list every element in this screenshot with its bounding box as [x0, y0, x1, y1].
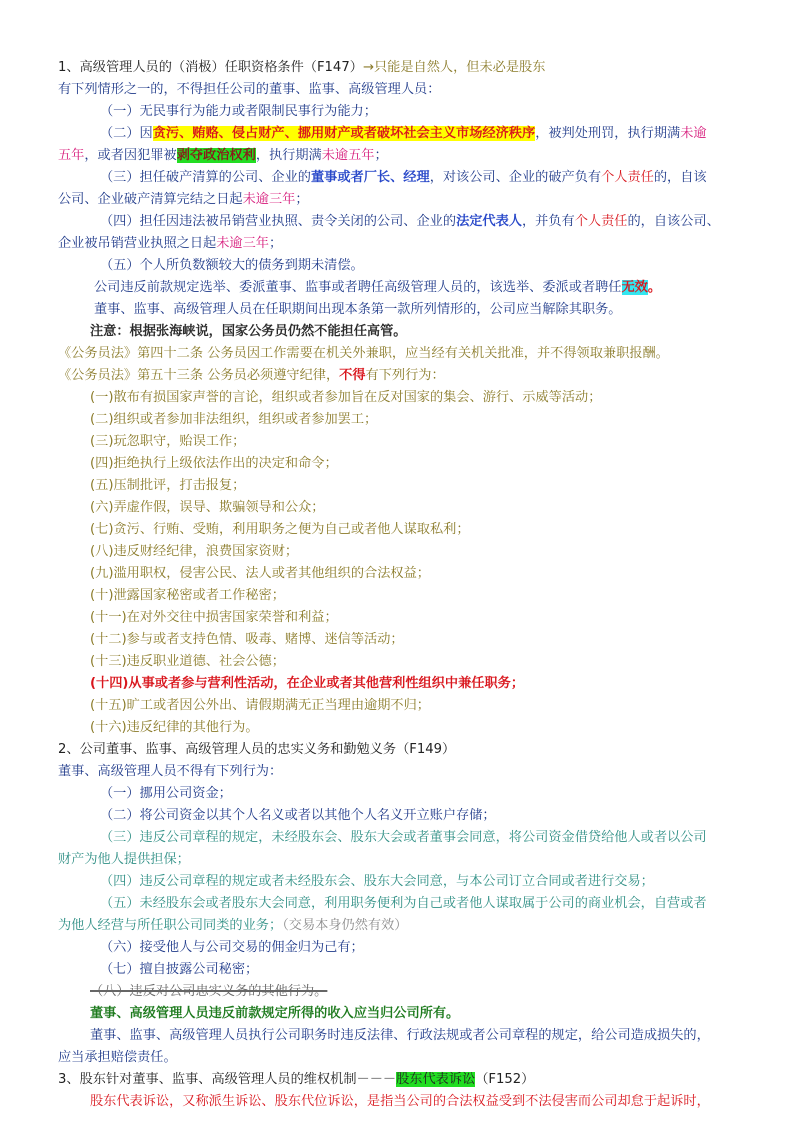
item-2-deprivation: 剥夺政治权利 [176, 148, 256, 163]
section-1-heading [58, 58, 545, 78]
invalid-keyword: 无效 [621, 280, 648, 295]
act-item: (十一)在对外交往中损害国家荣誉和利益； [90, 610, 338, 625]
item-2-period-c: 未逾五年 [321, 148, 375, 163]
duty-item-3: （三）违反公司章程的规定，未经股东会、股东大会或者董事会同意，将公司资金借贷给他人或者以公司 [100, 830, 707, 845]
duty-item: （七）擅自披露公司秘密； [100, 962, 259, 977]
act-item: (十五)旷工或者因公外出、请假期满无正当理由逾期不归； [90, 698, 430, 713]
item-2 [100, 124, 707, 144]
act-item: (九)滥用职权，侵害公民、法人或者其他组织的合法权益； [90, 566, 430, 581]
duty-item-5-cont [58, 916, 407, 936]
derivative-suit-label: 股东代表诉讼 [396, 1072, 476, 1087]
duty-item: （一）挪用公司资金； [100, 786, 232, 801]
item-3-text: （三）担任破产清算的公司、企业的 [100, 170, 311, 185]
duty-item: （二）将公司资金以其个人名义或者以其他个人名义开立账户存储； [100, 808, 496, 823]
duty-item-5-note: （交易本身仍然有效） [282, 918, 408, 933]
prohibited-keyword: 不得 [339, 368, 366, 383]
invalid-appointment [94, 278, 661, 298]
act-item: (十)泄露国家秘密或者工作秘密； [90, 588, 285, 603]
item-4-text-4: 企业被吊销营业执照之日起 [58, 236, 217, 251]
item-3-end: ； [295, 192, 309, 207]
act-item: (三)玩忽职守，贻误工作； [90, 434, 246, 449]
item-3-role: 董事或者厂长、经理 [311, 170, 430, 185]
act-item: (五)压制批评，打击报复； [90, 478, 246, 493]
item-2-text-2: ，或者因犯罪被 [84, 148, 177, 163]
section-3-title: 3、股东针对董事、监事、高级管理人员的维权机制－－－ [58, 1072, 397, 1087]
section-1-intro: 有下列情形之一的，不得担任公司的董事、监事、高级管理人员： [58, 82, 441, 97]
law-article-53-end: 有下列行为： [365, 368, 445, 383]
civil-servant-note: 注意：根据张海峡说，国家公务员仍然不能担任高管。 [90, 324, 407, 339]
item-1: （一）无民事行为能力或者限制民事行为能力； [100, 104, 377, 119]
item-2-text: ，被判处刑罚，执行期满 [535, 126, 681, 141]
item-2-crimes: 贪污、贿赂、侵占财产、挪用财产或者破坏社会主义市场经济秩序 [152, 126, 536, 141]
duty-item-5: （五）未经股东会或者股东大会同意，利用职务便利为自己或者他人谋取属于公司的商业机会，自营或者 [100, 896, 707, 911]
item-2-text-3: ，执行期满 [255, 148, 322, 163]
liability-rule: 董事、监事、高级管理人员执行公司职务时违反法律、行政法规或者公司章程的规定，给公司造成损失的， [90, 1028, 710, 1043]
invalid-appointment-text: 公司违反前款规定选举、委派董事、监事或者聘任高级管理人员的，该选举、委派或者聘任 [94, 280, 622, 295]
item-3 [100, 168, 707, 188]
liability-rule-cont: 应当承担赔偿责任。 [58, 1050, 177, 1065]
item-3-text-2: ，对该公司、企业的破产负有 [429, 170, 602, 185]
section-2-title: 2、公司董事、监事、高级管理人员的忠实义务和勤勉义务（F149） [58, 742, 456, 757]
item-4-cont [58, 234, 282, 254]
law-article-42: 《公务员法》第四十二条 公务员因工作需要在机关外兼职，应当经有关机关批准，并不得领取兼职报酬。 [58, 346, 669, 361]
item-4-role: 法定代表人 [456, 214, 522, 229]
item-4 [100, 212, 720, 232]
duty-item-4: （四）违反公司章程的规定或者未经股东会、股东大会同意，与本公司订立合同或者进行交易； [100, 874, 654, 889]
item-4-end: ； [269, 236, 283, 251]
act-item: (六)弄虚作假，误导、欺骗领导和公众； [90, 500, 325, 515]
item-4-text: （四）担任因违法被吊销营业执照、责令关闭的公司、企业的 [100, 214, 457, 229]
item-3-text-4: 公司、企业破产清算完结之日起 [58, 192, 243, 207]
law-article-53-text: 《公务员法》第五十三条 公务员必须遵守纪律， [58, 368, 340, 383]
invalid-end: 。 [647, 280, 662, 295]
act-item-14-highlight: (十四)从事或者参与营利性活动，在企业或者其他营利性组织中兼任职务； [90, 676, 525, 691]
section-1-title: 1、高级管理人员的（消极）任职资格条件（F147） [58, 60, 363, 75]
section-3-heading [58, 1070, 534, 1090]
item-3-period: 未逾三年 [242, 192, 296, 207]
act-item: (八)违反财经纪律，浪费国家资财； [90, 544, 299, 559]
item-3-text-3: 的，自该 [653, 170, 707, 185]
item-2-prefix: （二）因 [100, 126, 153, 141]
item-3-cont [58, 190, 309, 210]
act-item: (四)拒绝执行上级依法作出的决定和命令； [90, 456, 338, 471]
item-4-text-3: 的，自该公司、 [627, 214, 720, 229]
act-item: (一)散布有损国家声誉的言论，组织或者参加旨在反对国家的集会、游行、示威等活动； [90, 390, 602, 405]
item-2-cont [58, 146, 388, 166]
derivative-suit-definition: 股东代表诉讼，又称派生诉讼、股东代位诉讼，是指当公司的合法权益受到不法侵害而公司却怠于起诉时， [90, 1094, 710, 1109]
duty-item-3-cont: 财产为他人提供担保； [58, 852, 190, 867]
act-item: (十二)参与或者支持色情、吸毒、赌博、迷信等活动； [90, 632, 404, 647]
item-5: （五）个人所负数额较大的债务到期未清偿。 [100, 258, 364, 273]
item-2-period-a: 未逾 [680, 126, 707, 141]
act-item: (七)贪污、行贿、受贿，利用职务之便为自己或者他人谋取私利； [90, 522, 470, 537]
section-2-intro: 董事、高级管理人员不得有下列行为： [58, 764, 283, 779]
duty-item: （六）接受他人与公司交易的佣金归为己有； [100, 940, 364, 955]
item-4-liability: 个人责任 [574, 214, 628, 229]
dismissal-rule: 董事、监事、高级管理人员在任职期间出现本条第一款所列情形的，公司应当解除其职务。 [94, 302, 622, 317]
act-item: (十三)违反职业道德、社会公德； [90, 654, 285, 669]
act-item: (十六)违反纪律的其他行为。 [90, 720, 259, 735]
item-4-text-2: ，并负有 [522, 214, 575, 229]
item-3-liability: 个人责任 [601, 170, 654, 185]
section-1-note: →只能是自然人，但未必是股东 [362, 60, 546, 75]
section-3-ref: （F152） [475, 1072, 535, 1087]
item-2-end: ； [374, 148, 388, 163]
item-4-period: 未逾三年 [216, 236, 269, 251]
duty-item-5-text: 为他人经营与所任职公司同类的业务； [58, 918, 283, 933]
law-article-53 [58, 366, 445, 386]
duty-item-struck: （八）违反对公司忠实义务的其他行为。 [90, 984, 328, 999]
act-item: (二)组织或者参加非法组织，组织或者参加罢工； [90, 412, 378, 427]
income-rule: 董事、高级管理人员违反前款规定所得的收入应当归公司所有。 [90, 1006, 460, 1021]
item-2-period-b: 五年 [58, 148, 85, 163]
